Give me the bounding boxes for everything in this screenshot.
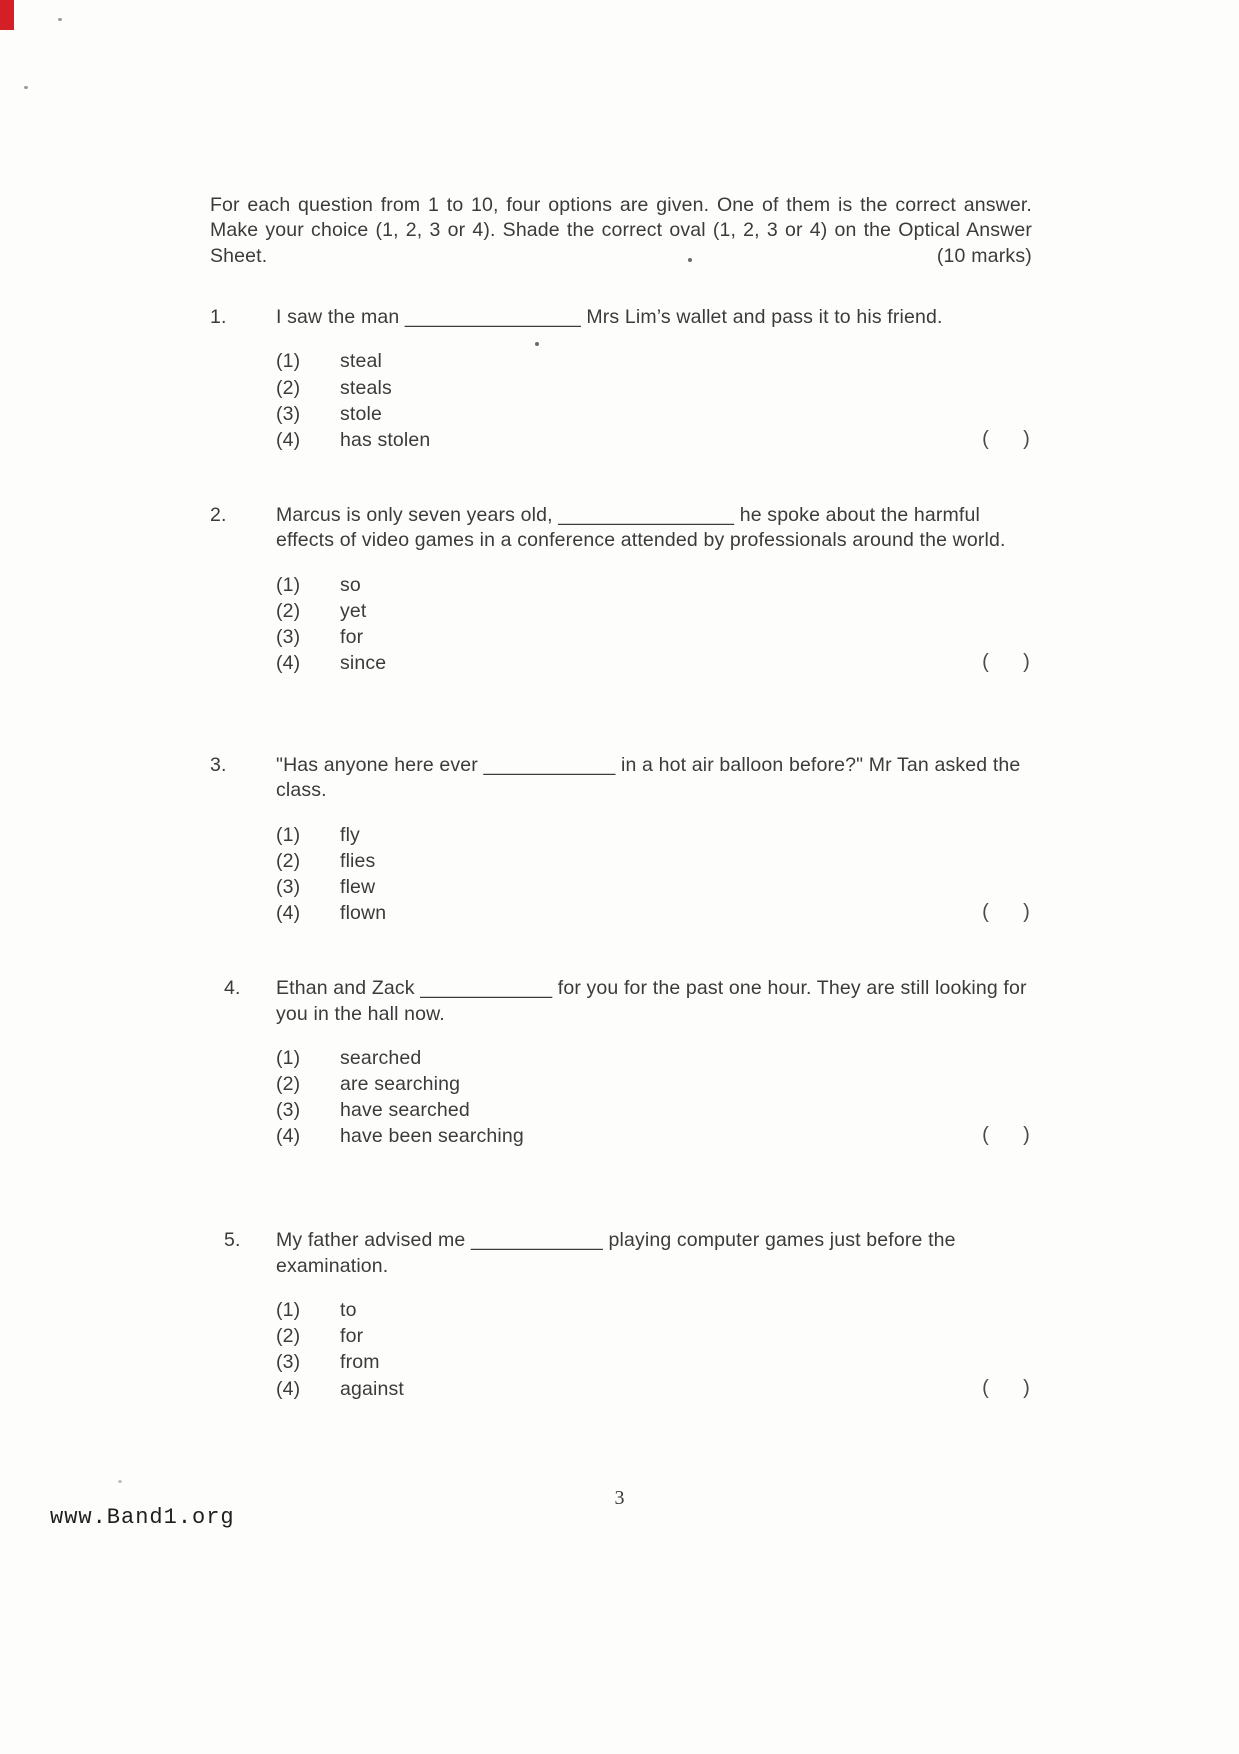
option-number: (3) [276,402,301,425]
question-4 [210,976,1032,1149]
option-text: yet [340,599,367,622]
question-3 [210,753,1032,926]
option [276,598,1032,624]
option-text: from [340,1351,380,1374]
option-text: has stolen [340,428,431,451]
option-number: (1) [276,350,301,373]
option-number: (2) [276,599,301,622]
option-number: (2) [276,376,301,399]
option-number: (1) [276,1299,301,1322]
answer-bracket: ( ) [982,1124,1030,1147]
question-1 [210,305,1032,453]
option-text: stole [340,402,382,425]
option [276,1045,1032,1071]
option [276,1123,1032,1149]
option [276,848,1032,874]
marks-label: (10 marks) [936,244,1032,267]
scan-speck [58,18,62,21]
option-number: (1) [276,1046,301,1069]
option-text: flies [340,849,376,872]
option-number: (4) [276,651,301,674]
scan-speck [118,1480,122,1483]
option-number: (2) [276,1325,301,1348]
option-text: for [340,1325,364,1348]
option-text: to [340,1299,357,1322]
option [276,874,1032,900]
answer-bracket: ( ) [982,901,1030,924]
option [276,1097,1032,1123]
option-number: (3) [276,625,301,648]
option [276,572,1032,598]
question-number: 3. [210,754,227,777]
option-number: (4) [276,902,301,925]
option-number: (4) [276,1377,301,1400]
answer-bracket: ( ) [982,1376,1030,1399]
option-number: (3) [276,1099,301,1122]
option [276,1297,1032,1323]
option [276,1323,1032,1349]
page-number: 3 [614,1487,625,1509]
option [276,1071,1032,1097]
options-list [276,1045,1032,1150]
option-text: flown [340,902,387,925]
option-text: steal [340,350,382,373]
option [276,650,1032,676]
question-5 [210,1228,1032,1401]
option-number: (4) [276,428,301,451]
option [276,900,1032,926]
question-2 [210,503,1032,676]
option-number: (2) [276,1073,301,1096]
option-text: fly [340,823,360,846]
option-number: (2) [276,849,301,872]
option [276,401,1032,427]
option [276,1376,1032,1402]
option-text: so [340,573,361,596]
option [276,1349,1032,1375]
option-text: have searched [340,1099,470,1122]
scan-red-artifact [0,0,14,30]
question-number: 1. [210,306,227,329]
question-number: 2. [210,503,227,526]
option [276,375,1032,401]
scan-speck [24,86,28,89]
option-number: (4) [276,1125,301,1148]
option [276,624,1032,650]
question-number: 4. [224,977,241,1000]
question-text: I saw the man ________________ Mrs Lim’s wallet and pass it to his friend. [276,306,943,329]
instructions-paragraph [210,193,1032,269]
option-text: flew [340,876,376,898]
option-text: against [340,1377,404,1400]
question-text: Ethan and Zack ____________ for you for the past one hour. They are still looking for you in the hall now. [276,977,1027,1025]
option-number: (1) [276,573,301,596]
option [276,348,1032,374]
question-number: 5. [224,1229,241,1252]
option-text: are searching [340,1073,461,1096]
option-text: searched [340,1046,422,1069]
options-list [276,348,1032,453]
question-text: My father advised me ____________ playing computer games just before the examination. [276,1229,956,1277]
answer-bracket: ( ) [982,427,1030,450]
question-text: Marcus is only seven years old, ________________ he spoke about the harmful effects of video games in a conference attended by professionals around the world. [276,503,1006,552]
option-number: (3) [276,876,301,898]
option-text: since [340,651,387,674]
option-text: steals [340,376,392,399]
exam-content [210,193,1032,1402]
option [276,822,1032,848]
option-text: for [340,625,364,648]
option-number: (1) [276,823,301,846]
options-list [276,572,1032,677]
instructions-text: For each question from 1 to 10, four options are given. One of them is the correct answer. Make your choice (1, 2, 3 or 4). Shade the correct oval (1, 2, 3 or 4) on the Optical Answer Sheet. [210,194,1032,267]
question-text: "Has anyone here ever ____________ in a hot air balloon before?" Mr Tan asked the class. [276,754,1021,802]
options-list [276,1297,1032,1402]
option-text: have been searching [340,1125,524,1148]
options-list [276,822,1032,927]
site-watermark: www.Band1.org [50,1505,235,1530]
option-number: (3) [276,1351,301,1374]
option [276,427,1032,453]
answer-bracket: ( ) [982,651,1030,674]
